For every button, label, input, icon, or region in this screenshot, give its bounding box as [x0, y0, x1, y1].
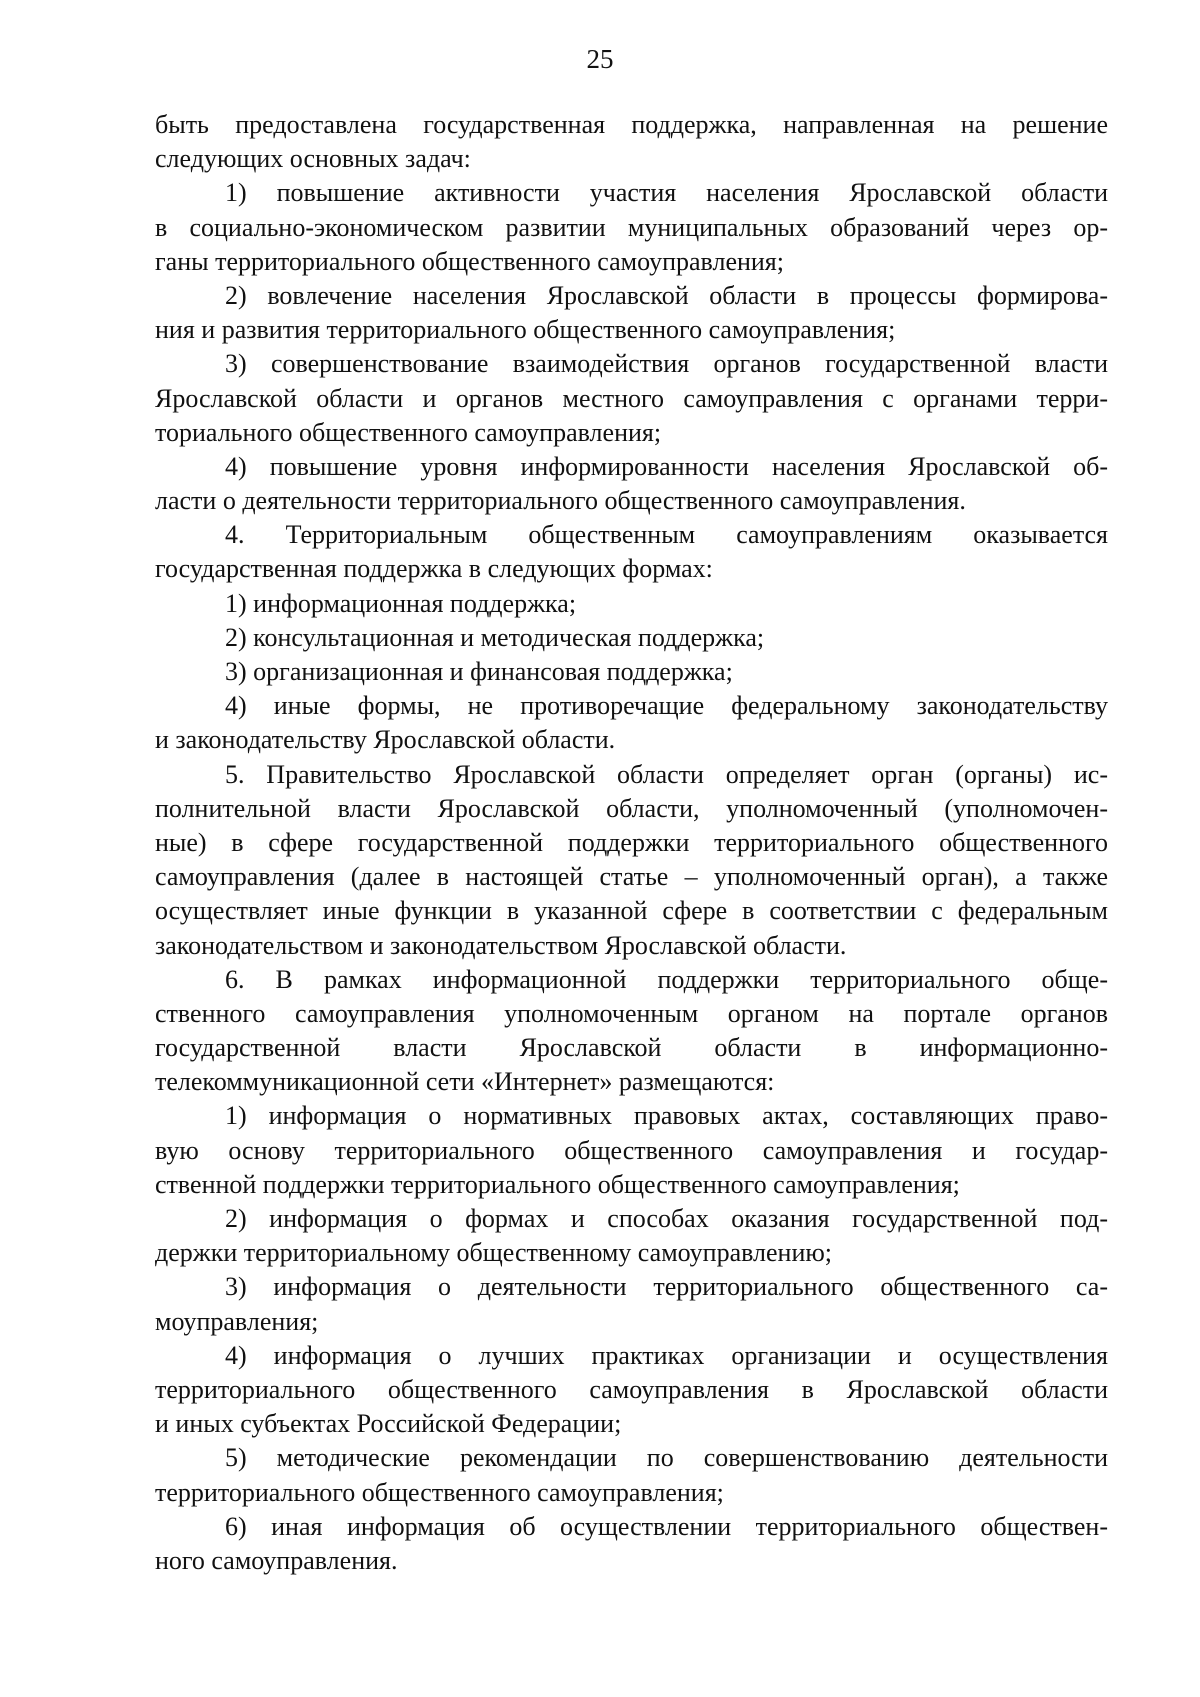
text-line: территориального общественного самоуправления в Ярославской области [155, 1374, 1108, 1404]
text-line: держки территориальному общественному самоуправлению; [155, 1238, 833, 1268]
text-line: ганы территориального общественного самоуправления; [155, 246, 784, 276]
text-line: и законодательству Ярославской области. [155, 725, 616, 755]
text-line: 4. Территориальным общественным самоуправлениям оказывается [225, 520, 1108, 550]
text-line: 2) информация о формах и способах оказания государственной под- [225, 1204, 1108, 1233]
text-line: следующих основных задач: [155, 144, 471, 174]
text-line: самоуправления (далее в настоящей статье – уполномоченный орган), а также [155, 862, 1108, 892]
text-line: 5) методические рекомендации по совершенствованию деятельности [225, 1443, 1108, 1473]
text-line: моуправления; [155, 1306, 319, 1336]
text-line: 6. В рамках информационной поддержки территориального обще- [225, 964, 1108, 994]
text-line: в социально-экономическом развитии муниципальных образований через ор- [155, 212, 1108, 242]
text-line: ласти о деятельности территориального общественного самоуправления. [155, 486, 966, 516]
text-line: 2) консультационная и методическая поддержка; [225, 622, 765, 652]
text-line: 1) повышение активности участия населения Ярославской области [225, 178, 1108, 208]
text-line: ственного самоуправления уполномоченным органом на портале органов [155, 998, 1108, 1028]
text-line: территориального общественного самоуправления; [155, 1477, 724, 1507]
text-line: 4) иные формы, не противоречащие федеральному законодательству [225, 691, 1108, 721]
text-line: 6) иная информация об осуществлении территориального обществен- [225, 1511, 1108, 1541]
text-line: государственная поддержка в следующих формах: [155, 554, 713, 584]
text-line: ния и развития территориального общественного самоуправления; [155, 315, 896, 345]
text-line: 3) совершенствование взаимодействия органов государственной власти [225, 349, 1108, 379]
text-line: ственной поддержки территориального общественного самоуправления; [155, 1169, 960, 1199]
document-body [155, 108, 1108, 1578]
page-number: 25 [586, 44, 614, 74]
text-line: полнительной власти Ярославской области, уполномоченный (уполномочен- [155, 793, 1108, 823]
text-line: ного самоуправления. [155, 1545, 398, 1575]
text-line: 4) информация о лучших практиках организации и осуществления [225, 1340, 1108, 1370]
text-line: 3) организационная и финансовая поддержка; [225, 657, 733, 686]
text-line: 1) информационная поддержка; [225, 588, 577, 618]
text-line: 1) информация о нормативных правовых актах, составляющих право- [225, 1101, 1108, 1131]
text-line: осуществляет иные функции в указанной сфере в соответствии с федеральным [155, 896, 1108, 926]
text-line: 2) вовлечение населения Ярославской области в процессы формирова- [225, 280, 1108, 310]
text-line: ториального общественного самоуправления; [155, 417, 662, 447]
text-line: телекоммуникационной сети «Интернет» размещаются: [155, 1067, 775, 1097]
text-line: быть предоставлена государственная поддержка, направленная на решение [155, 110, 1108, 139]
text-line: и иных субъектах Российской Федерации; [155, 1409, 622, 1439]
text-line: 3) информация о деятельности территориального общественного са- [225, 1272, 1108, 1302]
text-line: 4) повышение уровня информированности населения Ярославской об- [225, 451, 1108, 481]
text-line: 5. Правительство Ярославской области определяет орган (органы) ис- [225, 759, 1108, 789]
text-line: вую основу территориального общественного самоуправления и государ- [155, 1135, 1108, 1165]
text-line: государственной власти Ярославской области в информационно- [155, 1033, 1108, 1063]
text-line: законодательством и законодательством Ярославской области. [155, 930, 847, 960]
text-line: Ярославской области и органов местного самоуправления с органами терри- [155, 383, 1108, 413]
text-line: ные) в сфере государственной поддержки территориального общественного [155, 827, 1108, 857]
